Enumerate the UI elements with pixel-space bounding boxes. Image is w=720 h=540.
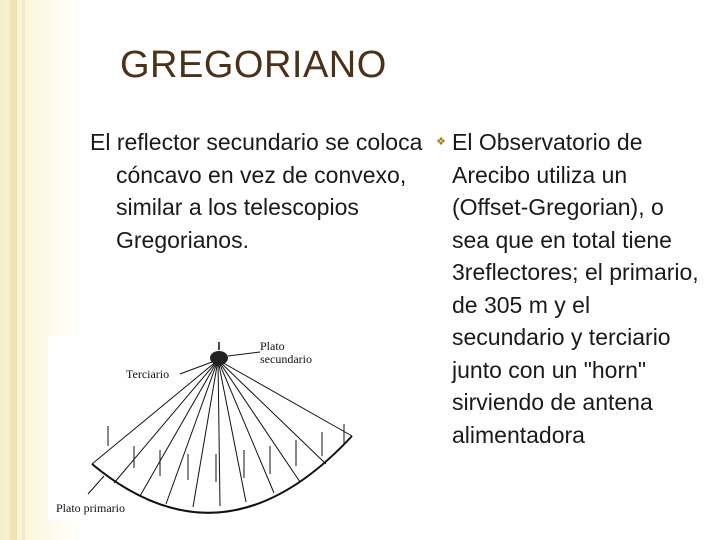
decorative-stripe-thin	[22, 0, 25, 540]
left-paragraph: El reflector secundario se coloca cóncavo en vez de convexo, similar a los telescopios Gregorianos.	[90, 129, 423, 253]
decorative-stripe	[10, 0, 17, 540]
label-secondary-line1: Plato	[260, 339, 285, 353]
right-paragraph: El Observatorio de Arecibo utiliza un (Offset-Gregorian), o sea que en total tiene 3reflectores; el primario, de 305 m y el secundario y terciario junto con un "horn" sirviendo de antena alimentadora	[452, 129, 699, 448]
label-tertiary: Terciario	[126, 367, 170, 381]
label-secondary-line2: secundario	[260, 352, 312, 366]
right-column	[436, 126, 706, 451]
label-primary: Plato primario	[56, 501, 125, 515]
slide-title: GREGORIANO	[120, 44, 387, 86]
bullet-icon: ❖	[436, 136, 446, 148]
secondary-reflector	[210, 351, 228, 365]
gregorian-telescope-diagram	[48, 336, 364, 520]
